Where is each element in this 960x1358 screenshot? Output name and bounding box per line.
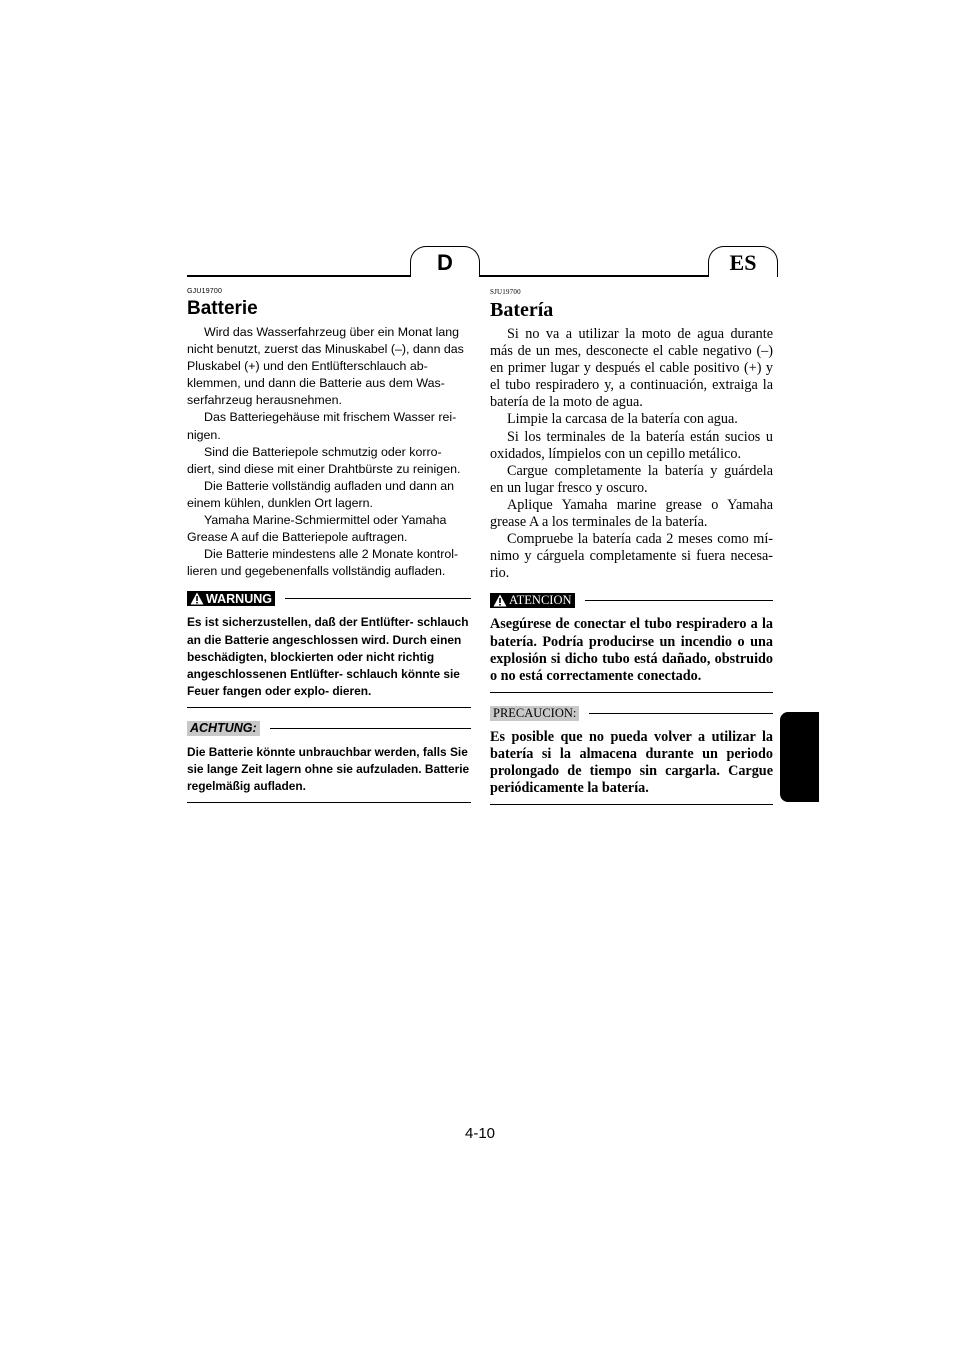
header-line — [285, 598, 471, 599]
warning-header — [490, 592, 773, 609]
caution-label: ACHTUNG: — [187, 721, 260, 736]
paragraph: Aplique Yamaha marine grease o Yamaha grease A a los terminales de la batería. — [490, 496, 773, 531]
header-rule — [187, 275, 773, 277]
paragraph: Cargue completamente la batería y guárdela en un lugar fresco y oscuro. — [490, 462, 773, 496]
warning-label — [187, 591, 275, 606]
lang-tab-de: D — [410, 246, 480, 277]
paragraph: Das Batteriegehäuse mit frischem Wasser rei- nigen. — [187, 410, 457, 442]
paragraph: Yamaha Marine-Schmiermittel oder Yamaha Grease A auf die Batteriepole auftragen. — [187, 513, 447, 545]
header-line — [270, 728, 471, 729]
paragraph: Die Batterie mindestens alle 2 Monate kontrol- lieren und gegebenenfalls vollständig aufladen. — [187, 547, 459, 579]
section-title: Batterie — [187, 298, 258, 319]
paragraph: Limpie la carcasa de la batería con agua. — [507, 411, 738, 428]
caution-text: Die Batterie könnte unbrauchbar werden, falls Sie sie lange Zeit lagern ohne sie aufzuladen. Batterie regelmäßig aufladen. — [187, 744, 470, 794]
paragraph: Sind die Batteriepole schmutzig oder korro- diert, sind diese mit einer Drahtbürste zu reinigen. — [187, 444, 461, 476]
warning-label-text: ATENCION — [509, 593, 572, 608]
caution-label: PRECAUCION: — [490, 706, 579, 721]
spanish-column — [490, 288, 773, 805]
caution-header — [187, 720, 471, 737]
paragraph: Die Batterie vollständig aufladen und dann an einem kühlen, dunklen Ort lagern. — [187, 478, 455, 510]
warning-header — [187, 590, 471, 607]
paragraph: Wird das Wasserfahrzeug über ein Monat lang nicht benutzt, zuerst das Minuskabel (–), dann das Pluskabel (+) und den Entlüfterschlauch ab- klemmen, und dann die Batterie aus dem Was- serfahrzeug herausnehmen. — [187, 325, 464, 408]
german-column — [187, 288, 471, 803]
paragraph: Si los terminales de la batería están sucios u oxidados, límpielos con un cepillo metálico. — [490, 428, 773, 462]
caution-header — [490, 705, 773, 722]
notice-end-rule — [490, 804, 773, 805]
caution-text: Es posible que no pueda volver a utilizar la batería si la almacena durante un periodo prolongado de tiempo sin cargarla. Cargue periódicamente la batería. — [490, 728, 773, 797]
warning-label — [490, 593, 575, 608]
section-code: GJU19700 — [187, 288, 223, 295]
notice-end-rule — [187, 802, 471, 803]
section-code: SJU19700 — [490, 288, 521, 296]
notice-end-rule — [187, 707, 471, 708]
paragraph: Si no va a utilizar la moto de agua durante más de un mes, desconecte el cable negativo (–) en primer lugar y después el cable positivo (+) y el tubo respiradero y, a continuación, extraiga la batería de la moto de agua. — [490, 326, 773, 411]
warning-text: Asegúrese de conectar el tubo respiradero a la batería. Podría producirse un incendio o una explosión si dicho tubo está dañado, obstruido o no está correctamente conectado. — [490, 616, 773, 684]
header-line — [589, 713, 773, 714]
chapter-side-tab — [780, 712, 819, 802]
warning-triangle-icon — [493, 594, 507, 607]
header-line — [585, 600, 774, 601]
warning-text: Es ist sicherzustellen, daß der Entlüfter- schlauch an die Batterie angeschlossen wird. Durch einen beschädigten, blockierten oder nicht richtig angeschlossenen Entlüfter- schlauch könnte sie Feuer fangen oder explo- dieren. — [187, 615, 469, 698]
notice-end-rule — [490, 692, 773, 693]
paragraph: Compruebe la batería cada 2 meses como mí- nimo y cárguela completamente si fuera necesa- rio. — [490, 531, 773, 582]
section-title: Batería — [490, 299, 554, 321]
page-number: 4-10 — [464, 1125, 496, 1142]
lang-tab-es: ES — [708, 246, 778, 277]
warning-triangle-icon — [190, 592, 204, 605]
warning-label-text: WARNUNG — [206, 591, 272, 606]
